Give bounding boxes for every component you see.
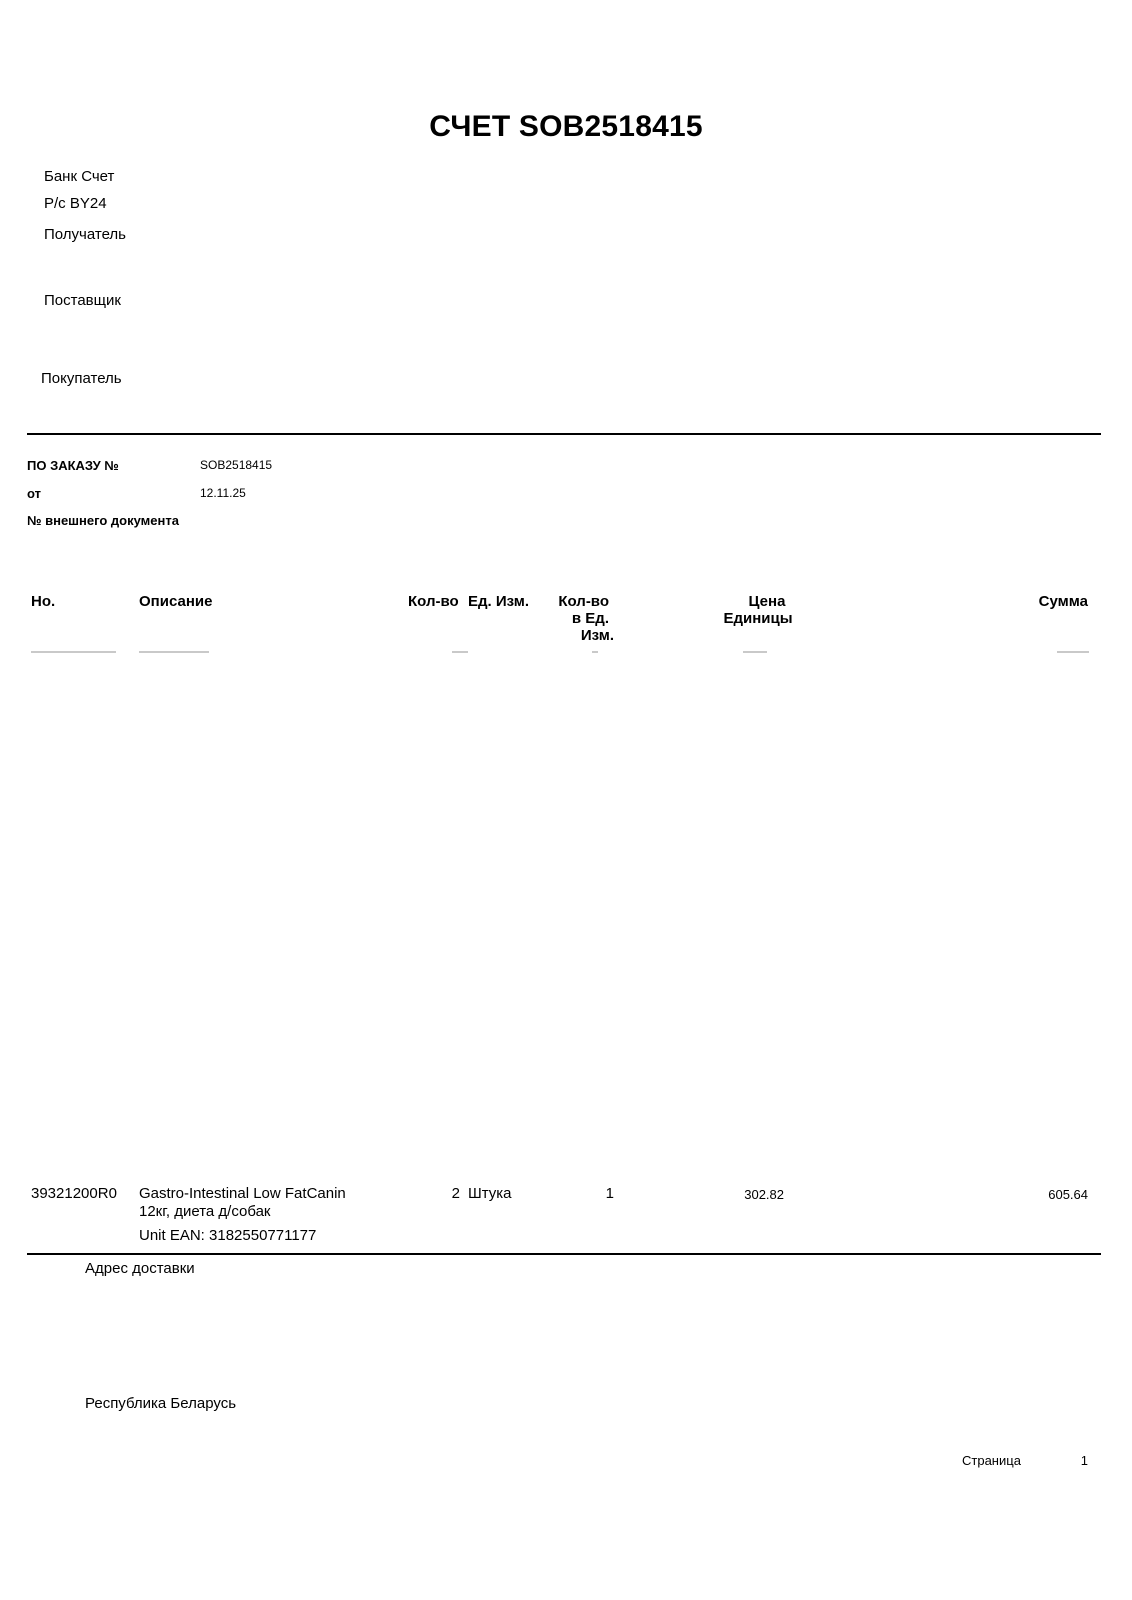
page-label: Страница [962, 1453, 1021, 1468]
delivery-country: Республика Беларусь [85, 1395, 237, 1412]
column-header-unit-price-line1: Цена [748, 593, 786, 610]
column-header-qty-per-uom-line3: Изм. [580, 627, 614, 644]
invoice-title: СЧЕТ SOB2518415 [429, 110, 703, 143]
column-header-qty-per-uom-line1: Кол-во [558, 593, 609, 610]
row-amount: 605.64 [1048, 1187, 1088, 1202]
bank-account-label: Банк Счет [44, 168, 115, 185]
order-number-value: SOB2518415 [200, 458, 273, 472]
row-ean: Unit EAN: 3182550771177 [139, 1227, 317, 1244]
external-document-label: № внешнего документа [27, 513, 179, 528]
column-header-qty-per-uom-line2: в Ед. [571, 610, 609, 627]
column-header-unit-price-line2: Единицы [723, 610, 793, 627]
settlement-account-label: Р/с BY24 [44, 195, 107, 212]
order-number-label: ПО ЗАКАЗУ № [27, 458, 119, 473]
header-divider [27, 433, 1101, 435]
delivery-address-label: Адрес доставки [85, 1260, 195, 1277]
row-description-line2: 12кг, диета д/собак [139, 1203, 271, 1220]
column-header-description: Описание [139, 593, 213, 610]
row-uom: Штука [468, 1185, 512, 1202]
row-description-line1: Gastro-Intestinal Low FatCanin [139, 1185, 346, 1202]
page-number: 1 [1080, 1453, 1088, 1468]
row-qty-per-uom: 1 [605, 1185, 614, 1202]
recipient-label: Получатель [44, 226, 126, 243]
table-bottom-divider [27, 1253, 1101, 1255]
row-quantity: 2 [451, 1185, 460, 1202]
column-header-quantity: Кол-во [408, 593, 459, 610]
order-date-value: 12.11.25 [200, 486, 246, 500]
row-item-number: 39321200R0 [31, 1185, 117, 1202]
column-header-uom: Ед. Изм. [468, 593, 529, 610]
row-unit-price: 302.82 [744, 1187, 784, 1202]
buyer-label: Покупатель [41, 370, 122, 387]
column-header-unit-price [700, 593, 816, 627]
supplier-label: Поставщик [44, 292, 121, 309]
column-header-no: Но. [31, 593, 56, 610]
clipped-row-remnant [27, 655, 1101, 660]
order-date-label: от [27, 486, 41, 501]
column-header-amount: Сумма [1038, 593, 1088, 610]
column-header-qty-per-uom [530, 593, 614, 644]
